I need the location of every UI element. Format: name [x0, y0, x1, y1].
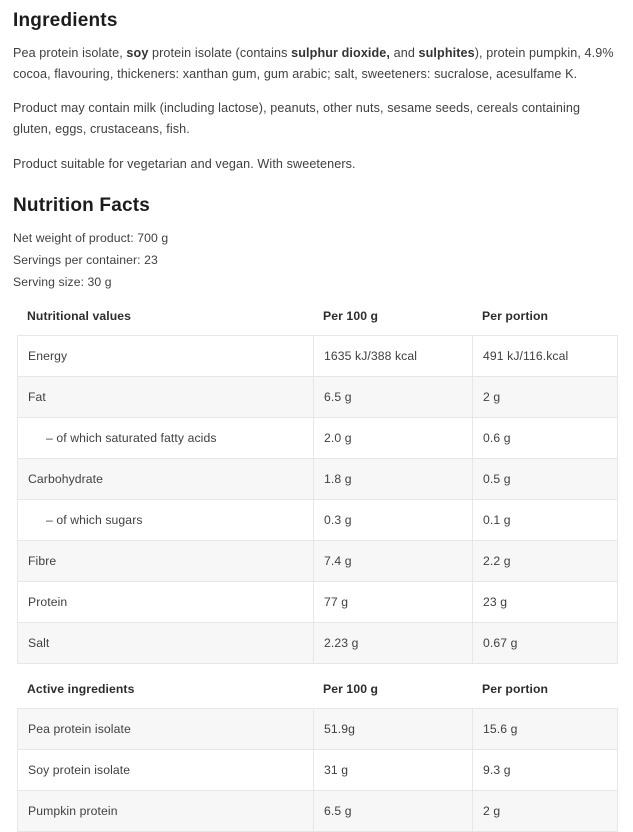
- table-row: [18, 749, 618, 790]
- serving-size: Serving size: 30 g: [13, 274, 112, 289]
- table-row: [18, 790, 618, 831]
- row-label: Soy protein isolate: [18, 749, 314, 790]
- nutritional-values-table: [17, 335, 618, 664]
- nutrition-facts-section: [13, 195, 617, 831]
- ingredient-text-segment: protein isolate (contains: [148, 46, 292, 60]
- ingredients-section: [13, 10, 617, 174]
- header-per-portion: Per portion: [482, 308, 549, 323]
- row-per-100g: 6.5 g: [314, 790, 473, 831]
- row-per-portion: 0.6 g: [473, 417, 618, 458]
- row-per-portion: 0.5 g: [473, 458, 618, 499]
- row-label: Pea protein isolate: [18, 708, 314, 749]
- table-row: [18, 335, 618, 376]
- row-label: Energy: [18, 335, 314, 376]
- row-per-portion: 2 g: [473, 790, 618, 831]
- row-per-portion: 2.2 g: [473, 540, 618, 581]
- row-per-portion: 2 g: [473, 376, 618, 417]
- row-label: Carbohydrate: [18, 458, 314, 499]
- ingredients-title: Ingredients: [13, 10, 118, 31]
- table-row: [18, 581, 618, 622]
- ingredient-text-segment: ), protein pumpkin, 4.9% cocoa, flavouring, thickeners: xanthan gum, gum arabic; salt, sweeteners: sucralose, acesulfame K.: [13, 46, 614, 81]
- serving-info: [13, 230, 617, 290]
- row-per-100g: 6.5 g: [314, 376, 473, 417]
- row-label: Fibre: [18, 540, 314, 581]
- ingredient-text-segment: soy: [126, 46, 149, 60]
- row-label: – of which sugars: [18, 499, 314, 540]
- table-row: [18, 622, 618, 663]
- row-label: – of which saturated fatty acids: [18, 417, 314, 458]
- table-row: [18, 417, 618, 458]
- allergen-paragraph: Product may contain milk (including lactose), peanuts, other nuts, sesame seeds, cereals containing gluten, eggs, crustaceans, fish.: [13, 101, 581, 136]
- table-row: [18, 376, 618, 417]
- ingredient-text-segment: and: [390, 46, 419, 60]
- row-per-portion: 15.6 g: [473, 708, 618, 749]
- row-per-100g: 51.9g: [314, 708, 473, 749]
- ingredient-text-segment: Pea protein isolate,: [13, 46, 127, 60]
- row-label: Salt: [18, 622, 314, 663]
- servings-per-container: Servings per container: 23: [13, 253, 158, 268]
- table-row: [18, 458, 618, 499]
- row-label: Fat: [18, 376, 314, 417]
- row-per-100g: 2.23 g: [314, 622, 473, 663]
- ingredient-text-segment: sulphur dioxide,: [291, 46, 391, 60]
- table-row: [18, 540, 618, 581]
- active-ingredients-header-row: [17, 682, 617, 696]
- table-row: [18, 708, 618, 749]
- row-per-portion: 23 g: [473, 581, 618, 622]
- header-per-100g: Per 100 g: [323, 308, 379, 323]
- ingredient-text-segment: sulphites: [418, 46, 475, 60]
- row-per-100g: 2.0 g: [314, 417, 473, 458]
- header-per-100g: Per 100 g: [323, 681, 379, 696]
- nutrition-facts-title: Nutrition Facts: [13, 195, 151, 217]
- row-per-portion: 491 kJ/116.kcal: [473, 335, 618, 376]
- header-per-portion: Per portion: [482, 681, 549, 696]
- suitability-paragraph: Product suitable for vegetarian and vegan. With sweeteners.: [13, 156, 356, 171]
- row-per-100g: 31 g: [314, 749, 473, 790]
- row-per-100g: 1.8 g: [314, 458, 473, 499]
- row-per-portion: 9.3 g: [473, 749, 618, 790]
- row-per-100g: 1635 kJ/388 kcal: [314, 335, 473, 376]
- header-active-ingredients: Active ingredients: [27, 681, 135, 696]
- nutritional-values-block: [17, 309, 617, 664]
- net-weight: Net weight of product: 700 g: [13, 231, 169, 246]
- row-per-100g: 77 g: [314, 581, 473, 622]
- row-per-portion: 0.1 g: [473, 499, 618, 540]
- active-ingredients-table: [17, 708, 618, 832]
- row-per-100g: 7.4 g: [314, 540, 473, 581]
- table-row: [18, 499, 618, 540]
- header-nutritional-values: Nutritional values: [27, 308, 132, 323]
- nutritional-values-header-row: [17, 309, 617, 323]
- row-per-100g: 0.3 g: [314, 499, 473, 540]
- row-label: Protein: [18, 581, 314, 622]
- active-ingredients-block: [17, 682, 617, 832]
- row-per-portion: 0.67 g: [473, 622, 618, 663]
- ingredients-paragraph: [13, 43, 617, 84]
- row-label: Pumpkin protein: [18, 790, 314, 831]
